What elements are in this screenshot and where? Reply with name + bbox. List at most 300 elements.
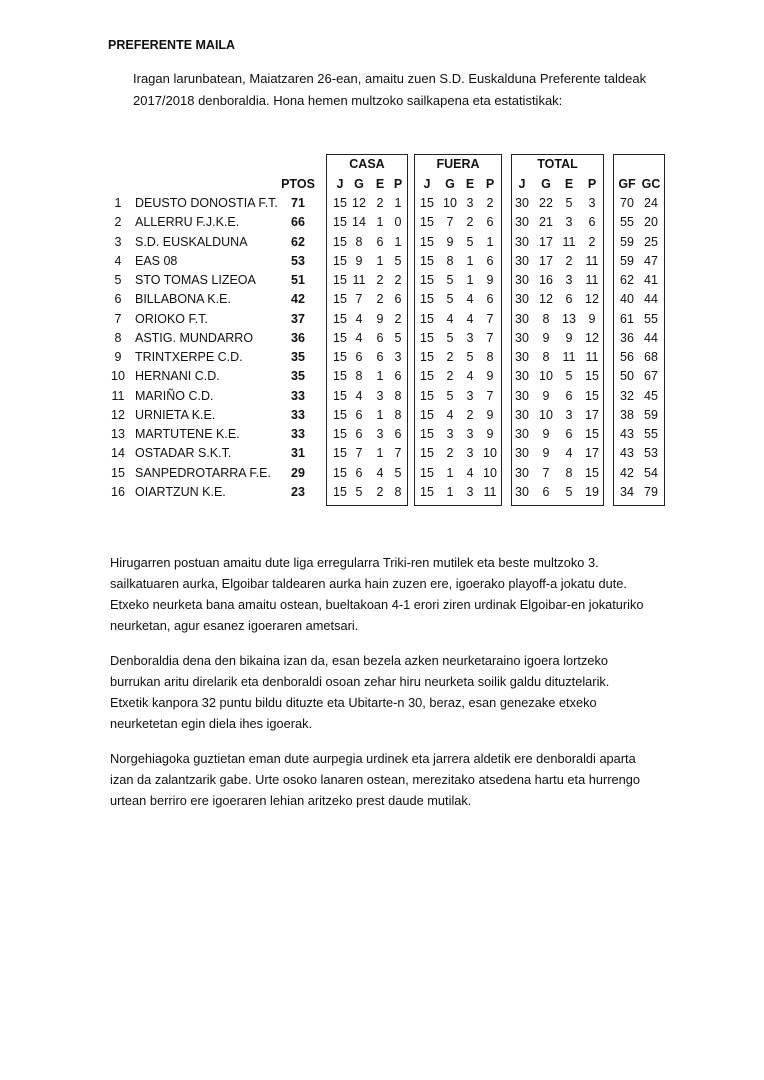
goals-stat-cell: 32 [620, 388, 634, 403]
total-stat-cell: 2 [588, 234, 596, 249]
table-row [0, 464, 764, 483]
table-row [0, 271, 764, 290]
fuera-stat-cell: 7 [486, 330, 494, 345]
total-stat-cell: 30 [515, 427, 529, 441]
fuera-stat-cell: 4 [446, 311, 454, 326]
fuera-stat-cell: 6 [486, 292, 494, 307]
fuera-stat-cell: 9 [486, 427, 494, 441]
casa-stat-cell: 5 [394, 330, 402, 345]
points-cell: 53 [291, 253, 305, 268]
casa-stat-cell: 8 [394, 407, 402, 422]
team-name-cell: MARIÑO C.D. [135, 388, 214, 403]
article-body [110, 552, 670, 825]
total-stat-cell: 3 [565, 407, 573, 422]
table-row [0, 329, 764, 348]
intro-paragraph [133, 68, 693, 112]
casa-stat-cell: 12 [352, 196, 366, 210]
fuera-stat-cell: 2 [446, 446, 454, 461]
total-stat-cell: 30 [515, 273, 529, 287]
goals-stat-cell: 53 [644, 446, 658, 461]
points-cell: 23 [291, 484, 305, 499]
casa-stat-cell: 1 [394, 234, 402, 249]
goals-stat-cell: 44 [644, 292, 658, 307]
total-stat-cell: 11 [585, 253, 599, 268]
goals-stat-cell: 68 [644, 350, 658, 364]
points-cell: 33 [291, 407, 305, 422]
goals-stat-cell: 55 [644, 427, 658, 441]
table-row [0, 213, 764, 232]
total-stat-cell: 11 [585, 350, 599, 364]
paragraph-line: Hirugarren postuan amaitu dute liga erregularra Triki-ren mutilek eta beste multzoko 3. [110, 555, 599, 570]
casa-col-header: J [336, 177, 344, 191]
fuera-stat-cell: 6 [486, 253, 494, 268]
fuera-stat-cell: 5 [466, 350, 474, 364]
fuera-stat-cell: 3 [466, 388, 474, 403]
total-stat-cell: 30 [515, 311, 529, 326]
total-stat-cell: 6 [588, 215, 596, 230]
casa-stat-cell: 6 [355, 427, 363, 441]
casa-stat-cell: 9 [355, 253, 363, 268]
casa-stat-cell: 15 [333, 369, 347, 384]
total-stat-cell: 30 [515, 234, 529, 249]
position-cell: 1 [114, 196, 122, 210]
casa-stat-cell: 15 [333, 350, 347, 364]
goals-stat-cell: 59 [644, 407, 658, 422]
total-stat-cell: 15 [585, 465, 599, 480]
position-cell: 6 [114, 292, 122, 307]
total-col-header: E [564, 177, 574, 191]
total-stat-cell: 30 [515, 388, 529, 403]
fuera-stat-cell: 2 [466, 407, 474, 422]
total-stat-cell: 6 [542, 484, 550, 499]
casa-stat-cell: 2 [394, 311, 402, 326]
total-stat-cell: 30 [515, 330, 529, 345]
total-stat-cell: 9 [542, 330, 550, 345]
fuera-stat-cell: 3 [466, 484, 474, 499]
goals-stat-cell: 25 [644, 234, 658, 249]
fuera-stat-cell: 9 [486, 369, 494, 384]
paragraph-line: burrukan aritu direlarik eta denboraldi osoan zehar hiru neurketa soilik galdu dituztelarik. [110, 674, 610, 689]
points-cell: 37 [291, 311, 305, 326]
position-cell: 12 [111, 407, 125, 422]
position-cell: 14 [111, 446, 125, 461]
team-name-cell: URNIETA K.E. [135, 407, 216, 422]
fuera-stat-cell: 15 [420, 350, 434, 364]
fuera-stat-cell: 15 [420, 311, 434, 326]
total-stat-cell: 15 [585, 388, 599, 403]
goals-stat-cell: 20 [644, 215, 658, 230]
casa-stat-cell: 6 [376, 234, 384, 249]
fuera-stat-cell: 5 [466, 234, 474, 249]
casa-stat-cell: 8 [394, 484, 402, 499]
fuera-stat-cell: 6 [486, 215, 494, 230]
goals-stat-cell: 56 [620, 350, 634, 364]
points-cell: 71 [291, 196, 305, 210]
table-row [0, 252, 764, 271]
fuera-stat-cell: 4 [466, 292, 474, 307]
total-stat-cell: 17 [539, 253, 553, 268]
goals-stat-cell: 67 [644, 369, 658, 384]
goals-stat-cell: 62 [620, 273, 634, 287]
total-stat-cell: 4 [565, 446, 573, 461]
goals-stat-cell: 43 [620, 427, 634, 441]
team-name-cell: ASTIG. MUNDARRO [135, 330, 254, 345]
goals-stat-cell: 55 [620, 215, 634, 230]
fuera-stat-cell: 15 [420, 407, 434, 422]
fuera-stat-cell: 7 [446, 215, 454, 230]
fuera-stat-cell: 4 [466, 369, 474, 384]
table-row [0, 194, 764, 213]
casa-stat-cell: 4 [355, 330, 363, 345]
fuera-stat-cell: 3 [446, 427, 454, 441]
points-cell: 33 [291, 427, 305, 441]
total-stat-cell: 12 [539, 292, 553, 307]
fuera-stat-cell: 8 [446, 253, 454, 268]
casa-stat-cell: 15 [333, 311, 347, 326]
casa-stat-cell: 15 [333, 234, 347, 249]
document-title: PREFERENTE MAILA [108, 38, 236, 52]
goals-col-header: GC [641, 177, 661, 191]
casa-stat-cell: 6 [376, 350, 384, 364]
fuera-stat-cell: 7 [486, 311, 494, 326]
casa-stat-cell: 3 [376, 388, 384, 403]
total-stat-cell: 3 [588, 196, 596, 210]
paragraph-line: urtean berriro ere igoeraren lehian aritzeko prest daude mutilak. [110, 793, 472, 808]
total-stat-cell: 30 [515, 407, 529, 422]
total-stat-cell: 12 [585, 330, 599, 345]
goals-stat-cell: 42 [620, 465, 634, 480]
team-name-cell: ALLERRU F.J.K.E. [135, 215, 240, 230]
paragraph-line: izan da zalantzarik gabe. Urte osoko lanaren ostean, merezitako atsedena hartu eta hurrengo [110, 772, 640, 787]
position-cell: 11 [111, 388, 125, 403]
goals-stat-cell: 45 [644, 388, 658, 403]
total-stat-cell: 7 [542, 465, 550, 480]
total-stat-cell: 13 [562, 311, 576, 326]
goals-stat-cell: 47 [644, 253, 658, 268]
team-name-cell: TRINTXERPE C.D. [135, 350, 243, 364]
fuera-col-header: P [485, 177, 495, 191]
casa-stat-cell: 1 [376, 253, 384, 268]
goals-stat-cell: 79 [644, 484, 658, 499]
points-cell: 36 [291, 330, 305, 345]
total-col-header: P [587, 177, 597, 191]
team-name-cell: S.D. EUSKALDUNA [135, 234, 248, 249]
casa-col-header: E [375, 177, 385, 191]
points-cell: 42 [291, 292, 305, 307]
casa-stat-cell: 6 [355, 407, 363, 422]
total-stat-cell: 30 [515, 253, 529, 268]
team-name-cell: BILLABONA K.E. [135, 292, 231, 307]
fuera-stat-cell: 9 [446, 234, 454, 249]
casa-stat-cell: 2 [376, 273, 384, 287]
casa-stat-cell: 15 [333, 330, 347, 345]
casa-stat-cell: 15 [333, 465, 347, 480]
casa-stat-cell: 15 [333, 253, 347, 268]
fuera-stat-cell: 15 [420, 427, 434, 441]
casa-stat-cell: 15 [333, 446, 347, 461]
total-stat-cell: 30 [515, 292, 529, 307]
casa-stat-cell: 7 [355, 446, 363, 461]
casa-col-header: G [354, 177, 364, 191]
fuera-col-header: E [465, 177, 475, 191]
total-stat-cell: 9 [565, 330, 573, 345]
total-stat-cell: 6 [565, 427, 573, 441]
casa-stat-cell: 5 [394, 465, 402, 480]
casa-stat-cell: 6 [376, 330, 384, 345]
casa-stat-cell: 8 [355, 369, 363, 384]
total-stat-cell: 15 [585, 427, 599, 441]
team-name-cell: STO TOMAS LIZEOA [135, 273, 256, 287]
casa-stat-cell: 4 [355, 311, 363, 326]
total-stat-cell: 30 [515, 465, 529, 480]
table-row [0, 367, 764, 386]
fuera-stat-cell: 15 [420, 484, 434, 499]
goals-stat-cell: 41 [644, 273, 658, 287]
goals-stat-cell: 50 [620, 369, 634, 384]
position-cell: 10 [111, 369, 125, 384]
casa-stat-cell: 8 [355, 234, 363, 249]
fuera-stat-cell: 2 [446, 369, 454, 384]
total-stat-cell: 9 [542, 388, 550, 403]
total-stat-cell: 9 [542, 427, 550, 441]
casa-stat-cell: 1 [376, 369, 384, 384]
position-cell: 4 [114, 253, 122, 268]
total-heading: TOTAL [537, 157, 578, 171]
total-stat-cell: 11 [562, 350, 576, 364]
total-stat-cell: 9 [542, 446, 550, 461]
total-stat-cell: 11 [562, 234, 576, 249]
casa-col-header: P [393, 177, 403, 191]
casa-stat-cell: 2 [394, 273, 402, 287]
total-col-header: J [518, 177, 526, 191]
fuera-stat-cell: 15 [420, 234, 434, 249]
fuera-stat-cell: 15 [420, 292, 434, 307]
goals-stat-cell: 36 [620, 330, 634, 345]
casa-stat-cell: 1 [376, 215, 384, 230]
fuera-stat-cell: 10 [483, 465, 497, 480]
casa-stat-cell: 15 [333, 407, 347, 422]
fuera-stat-cell: 15 [420, 388, 434, 403]
team-name-cell: OIARTZUN K.E. [135, 484, 226, 499]
total-stat-cell: 15 [585, 369, 599, 384]
body-paragraph [110, 748, 670, 811]
total-stat-cell: 30 [515, 484, 529, 499]
fuera-stat-cell: 3 [466, 446, 474, 461]
fuera-stat-cell: 10 [483, 446, 497, 461]
total-stat-cell: 2 [565, 253, 573, 268]
points-cell: 35 [291, 369, 305, 384]
paragraph-line: sailkatuaren aurka, Elgoibar taldearen aurka hain zuzen ere, igoerako playoff-a jokatu dute. [110, 576, 627, 591]
total-stat-cell: 8 [565, 465, 573, 480]
casa-stat-cell: 15 [333, 427, 347, 441]
points-cell: 33 [291, 388, 305, 403]
fuera-stat-cell: 1 [486, 234, 494, 249]
position-cell: 7 [114, 311, 122, 326]
position-cell: 8 [114, 330, 122, 345]
total-stat-cell: 17 [539, 234, 553, 249]
casa-stat-cell: 15 [333, 292, 347, 307]
casa-stat-cell: 15 [333, 273, 347, 287]
goals-stat-cell: 54 [644, 465, 658, 480]
total-stat-cell: 5 [565, 484, 573, 499]
total-stat-cell: 6 [565, 292, 573, 307]
body-paragraph [110, 650, 670, 734]
fuera-stat-cell: 7 [486, 388, 494, 403]
paragraph-line: Norgehiagoka guztietan eman dute aurpegia urdinek eta jarrera aldetik ere denboraldi aparta [110, 751, 636, 766]
fuera-stat-cell: 11 [483, 484, 497, 499]
casa-stat-cell: 0 [394, 215, 402, 230]
fuera-stat-cell: 2 [466, 215, 474, 230]
total-stat-cell: 30 [515, 215, 529, 230]
total-stat-cell: 10 [539, 407, 553, 422]
casa-stat-cell: 1 [394, 196, 402, 210]
total-stat-cell: 16 [539, 273, 553, 287]
goals-stat-cell: 40 [620, 292, 634, 307]
casa-stat-cell: 4 [355, 388, 363, 403]
fuera-stat-cell: 1 [466, 273, 474, 287]
fuera-stat-cell: 15 [420, 215, 434, 230]
fuera-heading: FUERA [436, 157, 480, 171]
fuera-stat-cell: 15 [420, 273, 434, 287]
total-stat-cell: 21 [539, 215, 553, 230]
total-stat-cell: 10 [539, 369, 553, 384]
casa-stat-cell: 14 [352, 215, 366, 230]
fuera-stat-cell: 15 [420, 330, 434, 345]
fuera-stat-cell: 3 [466, 330, 474, 345]
table-row [0, 406, 764, 425]
position-cell: 3 [114, 234, 122, 249]
team-name-cell: MARTUTENE K.E. [135, 427, 240, 441]
points-cell: 35 [291, 350, 305, 364]
table-row [0, 290, 764, 309]
paragraph-line: neurketan, agur esanez igoeraren ametsari. [110, 618, 359, 633]
position-cell: 16 [111, 484, 125, 499]
team-name-cell: OSTADAR S.K.T. [135, 446, 232, 461]
total-stat-cell: 19 [585, 484, 599, 499]
fuera-stat-cell: 3 [466, 196, 474, 210]
total-col-header: G [541, 177, 551, 191]
table-row [0, 444, 764, 463]
paragraph-line: neurketetan egin diela ihes igoerak. [110, 716, 313, 731]
fuera-col-header: G [445, 177, 455, 191]
fuera-stat-cell: 15 [420, 369, 434, 384]
fuera-stat-cell: 1 [446, 465, 454, 480]
table-row [0, 348, 764, 367]
fuera-stat-cell: 5 [446, 273, 454, 287]
team-name-cell: ORIOKO F.T. [135, 311, 208, 326]
goals-stat-cell: 44 [644, 330, 658, 345]
casa-stat-cell: 11 [352, 273, 366, 287]
casa-heading: CASA [349, 157, 385, 171]
total-stat-cell: 6 [565, 388, 573, 403]
paragraph-line: Denboraldia dena den bikaina izan da, esan bezela azken neurketaraino igoera lortzeko [110, 653, 608, 668]
casa-stat-cell: 15 [333, 215, 347, 230]
total-stat-cell: 5 [565, 196, 573, 210]
body-paragraph [110, 552, 670, 636]
total-stat-cell: 17 [585, 446, 599, 461]
team-name-cell: DEUSTO DONOSTIA F.T. [135, 196, 278, 210]
paragraph-line: Etxeko neurketa bana amaitu ostean, bueltakoan 4-1 erori ziren urdinak Elgoibar-en jokaturiko [110, 597, 644, 612]
casa-stat-cell: 6 [394, 427, 402, 441]
table-row [0, 387, 764, 406]
total-stat-cell: 5 [565, 369, 573, 384]
fuera-stat-cell: 3 [466, 427, 474, 441]
intro-line: 2017/2018 denboraldia. Hona hemen multzoko sailkapena eta estatistikak: [133, 93, 563, 108]
casa-stat-cell: 15 [333, 388, 347, 403]
fuera-stat-cell: 4 [466, 465, 474, 480]
goals-stat-cell: 34 [620, 484, 634, 499]
table-row [0, 310, 764, 329]
goals-stat-cell: 43 [620, 446, 634, 461]
casa-stat-cell: 6 [355, 465, 363, 480]
total-stat-cell: 17 [585, 407, 599, 422]
fuera-stat-cell: 9 [486, 273, 494, 287]
total-stat-cell: 3 [565, 215, 573, 230]
casa-stat-cell: 6 [355, 350, 363, 364]
position-cell: 5 [114, 273, 122, 287]
total-stat-cell: 12 [585, 292, 599, 307]
goals-stat-cell: 61 [620, 311, 634, 326]
fuera-stat-cell: 2 [486, 196, 494, 210]
total-stat-cell: 30 [515, 446, 529, 461]
fuera-stat-cell: 5 [446, 292, 454, 307]
paragraph-line: Etxetik kanpora 32 puntu bildu dituzte eta Ubitarte-n 30, beraz, esan genezake etxeko [110, 695, 597, 710]
fuera-stat-cell: 9 [486, 407, 494, 422]
goals-stat-cell: 55 [644, 311, 658, 326]
fuera-stat-cell: 10 [443, 196, 457, 210]
total-stat-cell: 30 [515, 196, 529, 210]
casa-stat-cell: 5 [355, 484, 363, 499]
casa-stat-cell: 5 [394, 253, 402, 268]
casa-stat-cell: 3 [394, 350, 402, 364]
position-cell: 15 [111, 465, 125, 480]
fuera-stat-cell: 2 [446, 350, 454, 364]
casa-stat-cell: 9 [376, 311, 384, 326]
total-stat-cell: 8 [542, 311, 550, 326]
points-cell: 66 [291, 215, 305, 230]
fuera-stat-cell: 15 [420, 465, 434, 480]
casa-stat-cell: 2 [376, 196, 384, 210]
fuera-stat-cell: 1 [446, 484, 454, 499]
position-cell: 13 [111, 427, 125, 441]
total-stat-cell: 11 [585, 273, 599, 287]
fuera-stat-cell: 15 [420, 253, 434, 268]
casa-stat-cell: 4 [376, 465, 384, 480]
table-row [0, 233, 764, 252]
casa-stat-cell: 2 [376, 484, 384, 499]
total-stat-cell: 8 [542, 350, 550, 364]
casa-stat-cell: 6 [394, 292, 402, 307]
team-name-cell: EAS 08 [135, 253, 178, 268]
table-row [0, 483, 764, 502]
points-cell: 51 [291, 273, 305, 287]
casa-stat-cell: 6 [394, 369, 402, 384]
fuera-stat-cell: 15 [420, 446, 434, 461]
total-stat-cell: 9 [588, 311, 596, 326]
goals-col-header: GF [618, 177, 636, 191]
goals-stat-cell: 24 [644, 196, 658, 210]
ptos-header: PTOS [281, 177, 315, 191]
total-stat-cell: 22 [539, 196, 553, 210]
casa-stat-cell: 15 [333, 196, 347, 210]
points-cell: 29 [291, 465, 305, 480]
casa-stat-cell: 7 [355, 292, 363, 307]
points-cell: 31 [291, 446, 305, 461]
goals-stat-cell: 59 [620, 253, 634, 268]
fuera-col-header: J [423, 177, 431, 191]
goals-stat-cell: 38 [620, 407, 634, 422]
total-stat-cell: 30 [515, 369, 529, 384]
